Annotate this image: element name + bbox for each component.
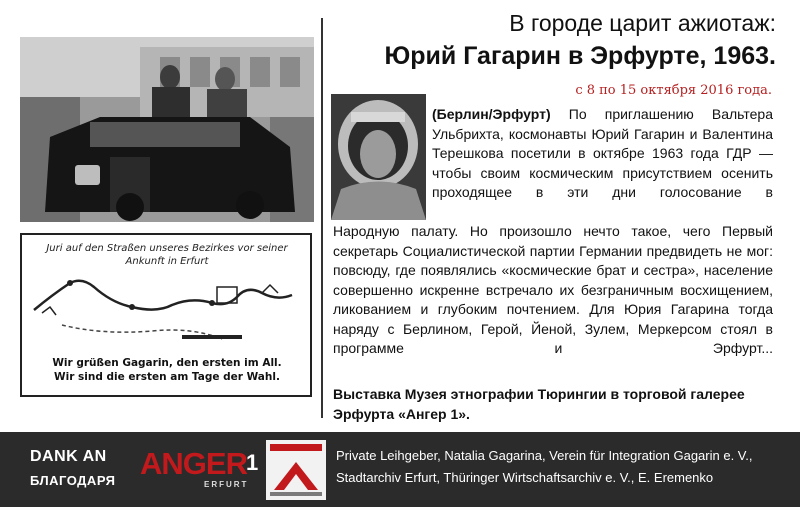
map-caption-line1: Wir grüßen Gagarin, den ersten im All. bbox=[52, 357, 282, 369]
headline-line2: Юрий Гагарин в Эрфурте, 1963. bbox=[384, 42, 776, 70]
map-caption bbox=[32, 356, 302, 384]
parade-photo bbox=[20, 37, 314, 222]
sponsors-list bbox=[336, 445, 786, 489]
column-divider bbox=[321, 18, 323, 418]
route-map bbox=[20, 233, 312, 397]
anger-logo-subtitle: ERFURT bbox=[204, 480, 249, 489]
anger-logo-number: 1 bbox=[246, 450, 259, 475]
sponsors-line2: Stadtarchiv Erfurt, Thüringer Wirtschaftsarchiv e. V., E. Eremenko bbox=[336, 470, 714, 485]
anger-logo-text: ANGER bbox=[140, 446, 247, 481]
gagarin-portrait bbox=[331, 94, 426, 220]
thanks-heading-ru: БЛАГОДАРЯ bbox=[30, 473, 116, 488]
map-title: Juri auf den Straßen unseres Bezirkes vor seiner Ankunft in Erfurt bbox=[46, 243, 288, 267]
sponsors-line1: Private Leihgeber, Natalia Gagarina, Verein für Integration Gagarin e. V., bbox=[336, 448, 753, 463]
thanks-heading-de: DANK AN bbox=[30, 448, 107, 465]
article-body: Народную палату. Но произошло нечто такое, чего Первый секретарь Социалистической партии Германии предвидеть не мог: повсюду, где появлялись «космические брат и сестра», население совершенно искренне встречало их безграничным восхищением, ликованием и глубоким почтением. Для Юрия Гагарина тогда наряду с Берлином, Герой, Йеной, Зулем, Меркерсом стоял в программе и Эрфурт... bbox=[333, 223, 773, 356]
anger1-logo bbox=[140, 444, 258, 494]
article-intro-text: По приглашению Вальтера Ульбрихта, космонавты Юрий Гагарин и Валентина Терешкова посетили в октябре 1963 года ГДР — чтобы своим космическим присутствием осенить проходящее в эти дни голосование в bbox=[432, 106, 774, 200]
credits-footer bbox=[0, 432, 800, 507]
exhibition-venue: Выставка Музея этнографии Тюрингии в торговой галерее Эрфурта «Ангер 1». bbox=[333, 386, 745, 422]
headline-line1: В городе царит ажиотаж: bbox=[509, 10, 776, 36]
article-dateline: (Берлин/Эрфурт) bbox=[432, 106, 551, 122]
exhibition-dates: с 8 по 15 октября 2016 года. bbox=[575, 83, 772, 98]
article-intro bbox=[432, 105, 773, 203]
map-caption-line2: Wir sind die ersten am Tage der Wahl. bbox=[54, 371, 280, 383]
museum-logo bbox=[266, 440, 326, 500]
